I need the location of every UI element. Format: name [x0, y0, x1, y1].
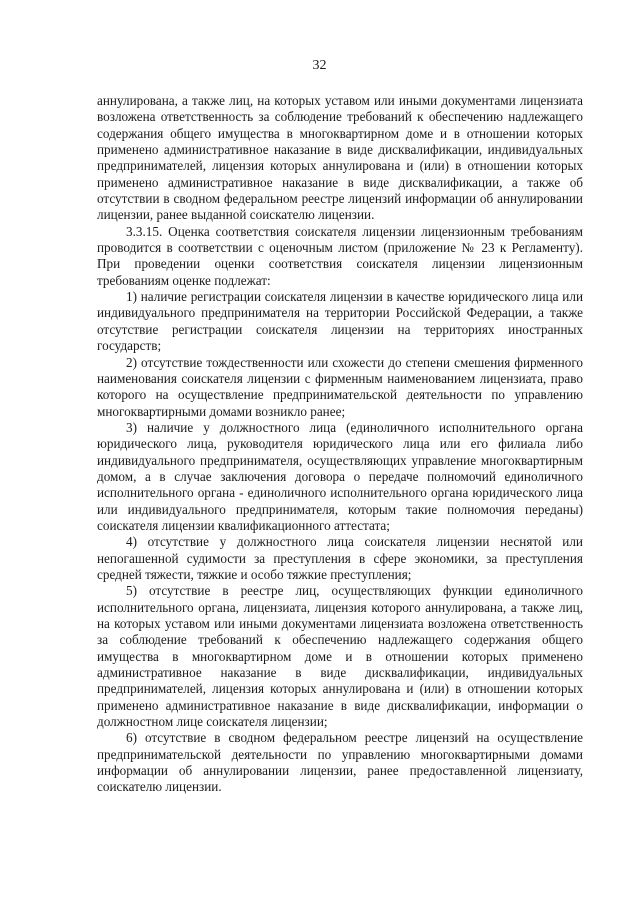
list-item-2: 2) отсутствие тождественности или схожести до степени смешения фирменного наименования соискателя лицензии с фирменным наименованием лицензиата, право которого на осуществление предпринимательской деятельности по управлению многоквартирными домами возникло ранее;	[97, 354, 583, 419]
list-item-3: 3) наличие у должностного лица (единоличного исполнительного органа юридического лица, руководителя юридического лица или его филиала либо индивидуального предпринимателя, осуществляющих управление многоквартирным домом, а в случае заключения договора о передаче полномочий единоличного исполнительного органа - единоличного исполнительного органа юридического лица или индивидуального предпринимателя, которым такие полномочия переданы) соискателя лицензии квалификационного аттестата;	[97, 419, 583, 533]
list-item-5: 5) отсутствие в реестре лиц, осуществляющих функции единоличного исполнительного органа, лицензиата, лицензия которого аннулирована, а также лиц, на которых уставом или иными документами лицензиата возложена ответственность за соблюдение требований к обеспечению надлежащего содержания общего имущества в многоквартирном доме и в отношении которых применено административное наказание в виде дисквалификации, индивидуальных предпринимателей, лицензия которых аннулирована и (или) в отношении которых применено административное наказание в виде дисквалификации, информации о должностном лице соискателя лицензии;	[97, 583, 583, 730]
list-item-1: 1) наличие регистрации соискателя лицензии в качестве юридического лица или индивидуального предпринимателя на территории Российской Федерации, а также отсутствие регистрации соискателя лицензии на территориях иностранных государств;	[97, 289, 583, 354]
list-item-4: 4) отсутствие у должностного лица соискателя лицензии неснятой или непогашенной судимости за преступления в сфере экономики, за преступления средней тяжести, тяжкие и особо тяжкие преступления;	[97, 534, 583, 582]
document-body	[97, 93, 583, 796]
paragraph-section-3-3-15: 3.3.15. Оценка соответствия соискателя лицензии лицензионным требованиям проводится в соответствии с оценочным листом (приложение № 23 к Регламенту). При проведении оценки соответствия соискателя лицензии лицензионным требованиям оценке подлежат:	[97, 223, 583, 288]
page-number: 32	[312, 58, 327, 73]
paragraph-continuation: аннулирована, а также лиц, на которых уставом или иными документами лицензиата возложена ответственность за соблюдение требований к обеспечению надлежащего содержания общего имущества в многоквартирном доме и в отношении которых применено административное наказание в виде дисквалификации, индивидуальных предпринимателей, лицензия которых аннулирована и (или) в отношении которых применено административное наказание в виде дисквалификации, а также об отсутствии в сводном федеральном реестре лицензий информации об аннулировании лицензии, ранее выданной соискателю лицензии.	[97, 93, 583, 223]
list-item-6: 6) отсутствие в сводном федеральном реестре лицензий на осуществление предпринимательской деятельности по управлению многоквартирными домами информации об аннулировании лицензии, ранее предоставленной лицензиату, соискателю лицензии.	[97, 730, 583, 795]
